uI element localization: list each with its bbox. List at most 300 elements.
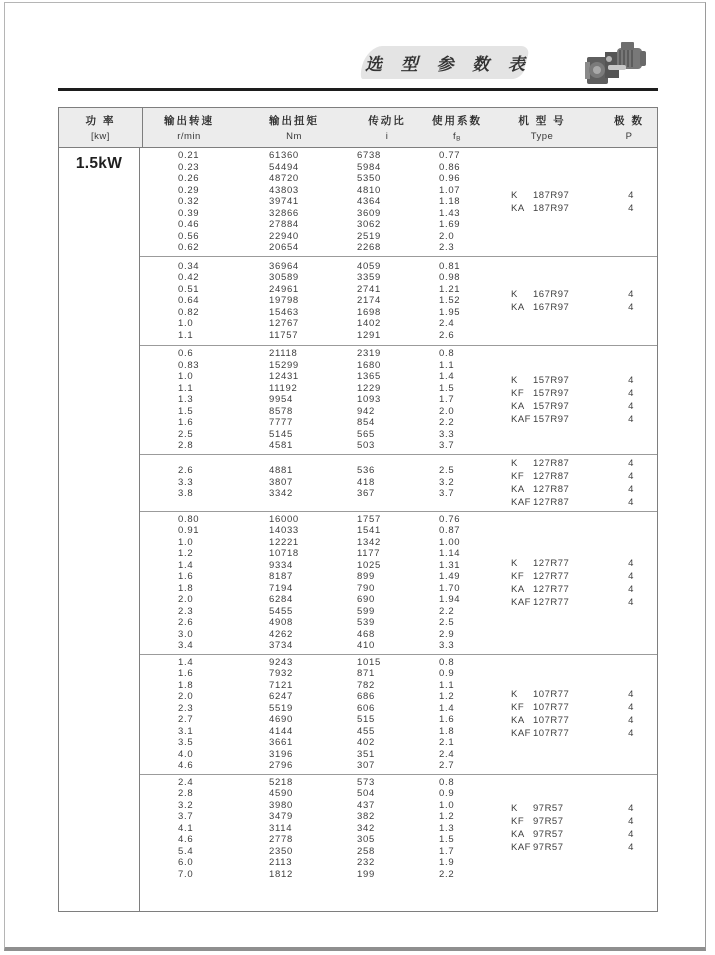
- type-row: [511, 688, 657, 701]
- model-prefix: K: [511, 457, 518, 469]
- torque-value: 7777: [269, 417, 293, 428]
- speed-value: 5.4: [178, 845, 194, 857]
- model-code: 127R87: [533, 457, 570, 469]
- ratio-value: 1402: [357, 318, 381, 329]
- speed-value: 1.0: [178, 371, 194, 382]
- speed-value: 2.5: [178, 428, 194, 440]
- factor-value: 0.81: [439, 260, 461, 272]
- poles-value: 4: [628, 496, 634, 508]
- numeric-rows: [140, 657, 511, 772]
- factor-value: 3.3: [439, 428, 455, 440]
- header-power: [59, 108, 143, 147]
- model-code: 187R97: [533, 202, 570, 214]
- torque-value: 5218: [269, 776, 293, 788]
- torque-value: 2113: [269, 857, 293, 868]
- torque-value: 9243: [269, 656, 293, 668]
- speed-value: 4.6: [178, 834, 194, 845]
- type-rows: [511, 457, 657, 509]
- table-row: [140, 869, 511, 881]
- torque-value: 3807: [269, 476, 293, 488]
- ratio-value: 1093: [357, 394, 381, 405]
- model-type: [511, 483, 605, 496]
- table-row: [140, 150, 511, 162]
- model-code: 157R97: [533, 400, 570, 412]
- table-row: [140, 208, 511, 220]
- type-row: [511, 570, 657, 583]
- table-row: [140, 571, 511, 583]
- poles-value: 4: [628, 715, 634, 726]
- model-type: [511, 802, 605, 815]
- model-prefix: KAF: [511, 413, 531, 425]
- table-row: [140, 185, 511, 197]
- speed-value: 3.8: [178, 488, 194, 500]
- parameter-block: [140, 654, 657, 774]
- model-code: 157R97: [533, 413, 570, 425]
- model-type: [511, 701, 605, 714]
- factor-value: 1.7: [439, 394, 455, 405]
- speed-value: 2.0: [178, 691, 194, 702]
- factor-value: 1.4: [439, 702, 455, 714]
- table-row: [140, 196, 511, 208]
- ratio-value: 1757: [357, 513, 381, 525]
- header-torque: 输出扭矩 Nm: [269, 115, 319, 142]
- ratio-value: 402: [357, 737, 375, 748]
- ratio-value: 1342: [357, 536, 381, 548]
- header-type: 机 型 号 Type: [518, 115, 566, 142]
- model-type: [511, 583, 605, 596]
- torque-value: 24961: [269, 283, 299, 295]
- torque-value: 4690: [269, 714, 293, 725]
- model-prefix: KA: [511, 301, 525, 313]
- table-row: [140, 548, 511, 560]
- ratio-value: 573: [357, 776, 375, 788]
- ratio-value: 2268: [357, 242, 381, 253]
- table-row: [140, 857, 511, 869]
- torque-value: 12767: [269, 318, 299, 329]
- ratio-value: 1680: [357, 359, 381, 371]
- poles-value: 4: [628, 689, 634, 700]
- speed-value: 1.0: [178, 536, 194, 548]
- table-row: [140, 406, 511, 418]
- torque-value: 5455: [269, 605, 293, 617]
- speed-value: 1.0: [178, 318, 194, 329]
- model-prefix: KA: [511, 483, 525, 495]
- model-code: 107R77: [533, 728, 570, 739]
- factor-value: 2.2: [439, 417, 455, 428]
- model-code: 167R97: [533, 288, 570, 300]
- speed-value: 3.4: [178, 640, 194, 651]
- model-code: 107R77: [533, 689, 570, 700]
- ratio-value: 599: [357, 605, 375, 617]
- table-row: [140, 429, 511, 441]
- type-row: [511, 483, 657, 496]
- table-header: [59, 108, 657, 148]
- torque-value: 2796: [269, 760, 293, 771]
- table-body: [59, 148, 657, 911]
- header-power-unit: [kw]: [91, 131, 110, 142]
- factor-value: 1.9: [439, 857, 455, 868]
- table-row: [140, 760, 511, 772]
- type-row: [511, 815, 657, 828]
- torque-value: 1812: [269, 868, 293, 880]
- speed-value: 0.32: [178, 196, 200, 207]
- model-code: 127R87: [533, 496, 570, 508]
- poles-value: 4: [628, 842, 634, 854]
- poles-value: 4: [628, 202, 634, 214]
- factor-value: 0.86: [439, 161, 461, 173]
- model-code: 127R87: [533, 470, 570, 482]
- table-row: [140, 657, 511, 669]
- speed-value: 7.0: [178, 868, 194, 880]
- ratio-value: 503: [357, 440, 375, 451]
- type-row: [511, 841, 657, 854]
- poles-value: 4: [628, 387, 634, 399]
- type-row: [511, 202, 657, 215]
- torque-value: 4881: [269, 465, 293, 477]
- speed-value: 0.26: [178, 173, 200, 184]
- speed-value: 1.6: [178, 571, 194, 582]
- speed-value: 0.34: [178, 260, 200, 272]
- table-row: [140, 162, 511, 174]
- table-row: [140, 394, 511, 406]
- type-row: [511, 288, 657, 301]
- type-rows: [511, 288, 657, 314]
- model-type: [511, 189, 605, 202]
- factor-value: 0.9: [439, 668, 455, 679]
- header-power-label: 功 率: [85, 115, 116, 127]
- torque-value: 43803: [269, 184, 299, 196]
- header-service-factor: 使用系数 $f_B$: [432, 114, 482, 143]
- header-ratio: 传动比 i: [368, 115, 406, 142]
- torque-value: 22940: [269, 230, 299, 242]
- factor-value: 2.5: [439, 465, 455, 477]
- model-code: 127R77: [533, 596, 570, 608]
- torque-value: 3196: [269, 748, 293, 760]
- table-row: [140, 788, 511, 800]
- torque-value: 2350: [269, 845, 293, 857]
- torque-value: 61360: [269, 150, 299, 161]
- model-code: 157R97: [533, 374, 570, 386]
- ratio-value: 3062: [357, 219, 381, 230]
- speed-value: 0.39: [178, 207, 200, 219]
- ratio-value: 6738: [357, 150, 381, 161]
- ratio-value: 536: [357, 465, 375, 477]
- factor-value: 0.8: [439, 656, 455, 668]
- speed-value: 0.80: [178, 513, 200, 525]
- type-row: [511, 596, 657, 609]
- table-row: [140, 640, 511, 652]
- table-row: [140, 714, 511, 726]
- type-row: [511, 727, 657, 740]
- type-row: [511, 400, 657, 413]
- table-row: [140, 594, 511, 606]
- torque-value: 9954: [269, 394, 293, 405]
- torque-value: 6247: [269, 691, 293, 702]
- model-type: [511, 288, 605, 301]
- model-type: [511, 470, 605, 483]
- ratio-value: 4364: [357, 196, 381, 207]
- speed-value: 2.3: [178, 702, 194, 714]
- poles-value: 4: [628, 457, 634, 469]
- speed-value: 4.6: [178, 760, 194, 771]
- model-code: 127R77: [533, 570, 570, 582]
- ratio-value: 1541: [357, 525, 381, 536]
- factor-value: 3.7: [439, 440, 455, 451]
- speed-value: 3.1: [178, 725, 194, 737]
- ratio-value: 305: [357, 834, 375, 845]
- model-prefix: KA: [511, 583, 525, 595]
- model-prefix: KA: [511, 400, 525, 412]
- torque-value: 4590: [269, 788, 293, 799]
- table-row: [140, 440, 511, 452]
- torque-value: 14033: [269, 525, 299, 536]
- factor-value: 1.0: [439, 799, 455, 811]
- ratio-value: 1291: [357, 329, 381, 341]
- type-row: [511, 189, 657, 202]
- model-code: 167R97: [533, 301, 570, 313]
- factor-value: 1.69: [439, 219, 461, 230]
- selection-table: [58, 107, 658, 912]
- speed-value: 0.21: [178, 150, 200, 161]
- ratio-value: 4059: [357, 260, 381, 272]
- model-type: [511, 841, 605, 854]
- factor-value: 2.2: [439, 605, 455, 617]
- torque-value: 5519: [269, 702, 293, 714]
- factor-value: 1.95: [439, 306, 461, 318]
- model-prefix: K: [511, 374, 518, 386]
- torque-value: 9334: [269, 559, 293, 571]
- table-row: [140, 242, 511, 254]
- model-code: 157R97: [533, 387, 570, 399]
- speed-value: 0.83: [178, 359, 200, 371]
- model-type: [511, 301, 605, 314]
- speed-value: 6.0: [178, 857, 194, 868]
- torque-value: 2778: [269, 834, 293, 845]
- factor-value: 1.21: [439, 283, 461, 295]
- type-rows: [511, 557, 657, 609]
- ratio-value: 455: [357, 725, 375, 737]
- type-row: [511, 387, 657, 400]
- model-code: 127R77: [533, 583, 570, 595]
- torque-value: 5145: [269, 428, 293, 440]
- torque-value: 20654: [269, 242, 299, 253]
- torque-value: 7932: [269, 668, 293, 679]
- speed-value: 1.4: [178, 656, 194, 668]
- type-row: [511, 802, 657, 815]
- ratio-value: 2741: [357, 283, 381, 295]
- speed-value: 1.2: [178, 548, 194, 559]
- table-row: [140, 417, 511, 429]
- poles-value: 4: [628, 803, 634, 815]
- speed-value: 4.0: [178, 748, 194, 760]
- speed-value: 0.64: [178, 295, 200, 306]
- speed-value: 1.8: [178, 582, 194, 594]
- header-speed: 输出转速 r/min: [164, 115, 214, 142]
- model-type: [511, 570, 605, 583]
- ratio-value: 418: [357, 476, 375, 488]
- parameter-block: [140, 454, 657, 511]
- ratio-value: 2174: [357, 295, 381, 306]
- type-row: [511, 374, 657, 387]
- type-row: [511, 413, 657, 426]
- table-row: [140, 560, 511, 572]
- model-code: 127R77: [533, 557, 570, 569]
- model-code: 97R57: [533, 803, 564, 815]
- speed-value: 3.7: [178, 811, 194, 822]
- table-row: [140, 834, 511, 846]
- header-poles: 极 数 P: [614, 115, 644, 142]
- factor-value: 2.5: [439, 617, 455, 628]
- torque-value: 11192: [269, 382, 298, 394]
- factor-value: 2.9: [439, 628, 455, 640]
- torque-value: 39741: [269, 196, 299, 207]
- torque-value: 16000: [269, 513, 299, 525]
- type-row: [511, 714, 657, 727]
- poles-value: 4: [628, 557, 634, 569]
- numeric-rows: [140, 465, 511, 500]
- type-row: [511, 557, 657, 570]
- torque-value: 15463: [269, 306, 299, 318]
- speed-value: 2.6: [178, 617, 194, 628]
- model-code: 97R57: [533, 829, 564, 841]
- torque-value: 7121: [269, 679, 293, 691]
- factor-value: 1.94: [439, 594, 461, 605]
- model-type: [511, 413, 605, 426]
- torque-value: 3661: [269, 737, 293, 748]
- table-row: [140, 777, 511, 789]
- table-row: [140, 284, 511, 296]
- model-prefix: K: [511, 288, 518, 300]
- table-row: [140, 477, 511, 489]
- model-prefix: KAF: [511, 596, 531, 608]
- ratio-value: 1698: [357, 306, 381, 318]
- factor-value: 1.3: [439, 822, 455, 834]
- model-prefix: KF: [511, 470, 525, 482]
- table-row: [140, 514, 511, 526]
- model-type: [511, 714, 605, 727]
- power-cell: [59, 148, 140, 911]
- table-row: [140, 668, 511, 680]
- poles-value: 4: [628, 570, 634, 582]
- table-row: [140, 465, 511, 477]
- type-rows: [511, 688, 657, 740]
- table-row: [140, 823, 511, 835]
- table-blocks: [140, 148, 657, 911]
- torque-value: 4144: [269, 725, 293, 737]
- parameter-block: [140, 511, 657, 654]
- factor-value: 2.3: [439, 242, 455, 253]
- speed-value: 2.6: [178, 465, 194, 477]
- ratio-value: 1177: [357, 548, 381, 559]
- table-row: [140, 231, 511, 243]
- table-row: [140, 726, 511, 738]
- type-rows: [511, 802, 657, 854]
- ratio-value: 307: [357, 760, 375, 771]
- table-row: [140, 318, 511, 330]
- factor-value: 0.87: [439, 525, 461, 536]
- torque-value: 11757: [269, 329, 299, 341]
- model-code: 97R57: [533, 842, 564, 854]
- table-row: [140, 749, 511, 761]
- factor-value: 3.2: [439, 476, 455, 488]
- speed-value: 1.1: [178, 382, 194, 394]
- torque-value: 12221: [269, 536, 299, 548]
- table-row: [140, 811, 511, 823]
- table-row: [140, 383, 511, 395]
- factor-value: 2.1: [439, 737, 455, 748]
- torque-value: 3980: [269, 799, 293, 811]
- torque-value: 48720: [269, 173, 299, 184]
- model-prefix: KF: [511, 387, 525, 399]
- torque-value: 10718: [269, 548, 299, 559]
- factor-value: 3.7: [439, 488, 455, 500]
- ratio-value: 2319: [357, 348, 381, 359]
- model-code: 127R87: [533, 483, 570, 495]
- speed-value: 3.3: [178, 476, 194, 488]
- torque-value: 12431: [269, 371, 299, 382]
- speed-value: 3.0: [178, 628, 194, 640]
- torque-value: 4262: [269, 628, 293, 640]
- model-prefix: K: [511, 803, 518, 815]
- speed-value: 0.82: [178, 306, 200, 318]
- torque-value: 3342: [269, 488, 293, 500]
- ratio-value: 468: [357, 628, 375, 640]
- poles-value: 4: [628, 288, 634, 300]
- table-row: [140, 295, 511, 307]
- header-rule: [58, 88, 658, 91]
- table-row: [140, 173, 511, 185]
- torque-value: 6284: [269, 594, 293, 605]
- speed-value: 1.8: [178, 679, 194, 691]
- factor-value: 1.49: [439, 571, 461, 582]
- speed-value: 2.8: [178, 440, 194, 451]
- factor-value: 2.2: [439, 868, 455, 880]
- speed-value: 0.46: [178, 219, 200, 230]
- ratio-value: 410: [357, 640, 375, 651]
- poles-value: 4: [628, 728, 634, 739]
- ratio-value: 782: [357, 679, 375, 691]
- ratio-value: 871: [357, 668, 375, 679]
- ratio-value: 899: [357, 571, 375, 582]
- ratio-value: 342: [357, 822, 375, 834]
- factor-value: 0.77: [439, 150, 461, 161]
- speed-value: 2.7: [178, 714, 194, 725]
- parameter-block: [140, 148, 657, 256]
- model-type: [511, 557, 605, 570]
- speed-value: 0.62: [178, 242, 200, 253]
- model-code: 97R57: [533, 816, 564, 828]
- speed-value: 0.51: [178, 283, 200, 295]
- factor-value: 1.14: [439, 548, 461, 559]
- poles-value: 4: [628, 583, 634, 595]
- factor-value: 0.98: [439, 272, 461, 283]
- speed-value: 2.8: [178, 788, 194, 799]
- model-code: 107R77: [533, 715, 570, 726]
- factor-value: 2.7: [439, 760, 455, 771]
- factor-value: 1.70: [439, 582, 461, 594]
- torque-value: 4908: [269, 617, 293, 628]
- table-row: [140, 525, 511, 537]
- torque-value: 8187: [269, 571, 293, 582]
- table-row: [140, 219, 511, 231]
- poles-value: 4: [628, 374, 634, 386]
- torque-value: 4581: [269, 440, 293, 451]
- torque-value: 3479: [269, 811, 293, 822]
- ratio-value: 1365: [357, 371, 381, 382]
- ratio-value: 686: [357, 691, 375, 702]
- factor-value: 1.43: [439, 207, 461, 219]
- speed-value: 0.23: [178, 161, 200, 173]
